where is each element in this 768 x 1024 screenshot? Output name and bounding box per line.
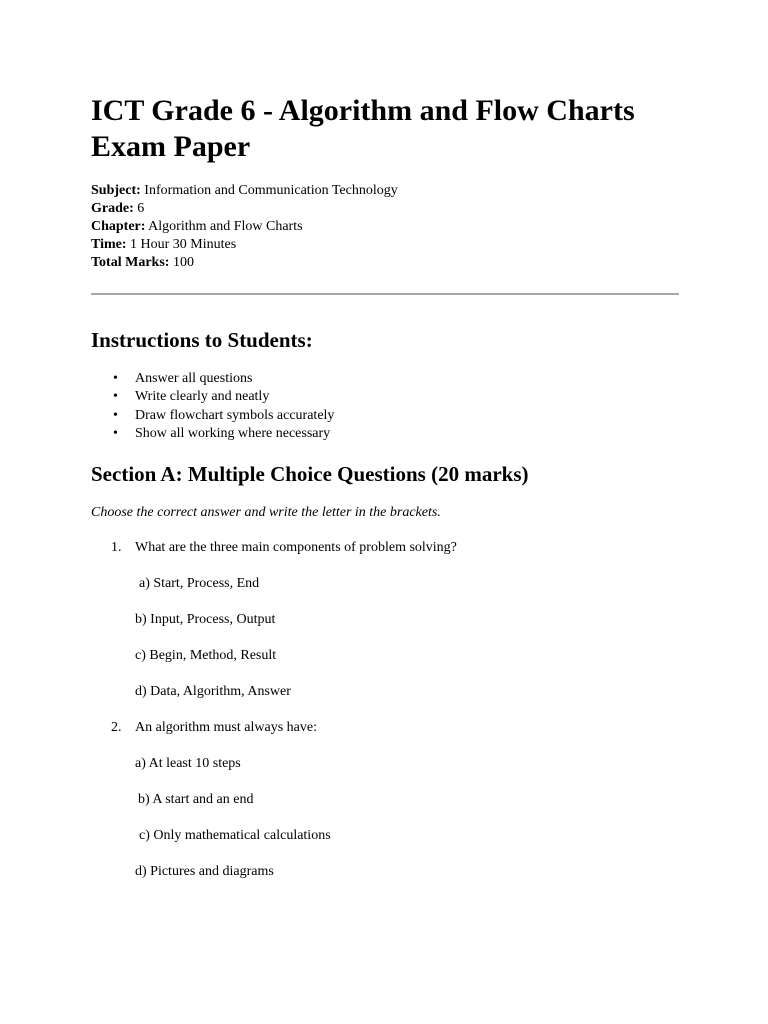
list-item: • Write clearly and neatly <box>91 388 334 406</box>
q2-option-d: d) Pictures and diagrams <box>135 864 274 879</box>
horizontal-divider <box>91 293 679 295</box>
question-number: 2. <box>111 720 122 735</box>
meta-time-label: Time: <box>91 237 127 252</box>
meta-time <box>91 236 398 254</box>
list-item: • Draw flowchart symbols accurately <box>91 407 334 425</box>
meta-grade-value: 6 <box>137 201 145 216</box>
question-number: 1. <box>111 540 122 555</box>
meta-grade <box>91 200 398 218</box>
meta-subject-label: Subject: <box>91 183 141 198</box>
page-title: ICT Grade 6 - Algorithm and Flow Charts Exam Paper <box>91 94 635 163</box>
meta-total-marks-value: 100 <box>172 255 194 270</box>
instructions-list <box>91 370 334 443</box>
question-text: What are the three main components of problem solving? <box>135 540 457 555</box>
q1-option-b: b) Input, Process, Output <box>135 612 276 627</box>
meta-total-marks-label: Total Marks: <box>91 255 170 270</box>
meta-chapter-label: Chapter: <box>91 219 146 234</box>
instructions-heading: Instructions to Students: <box>91 328 313 352</box>
meta-chapter-value: Algorithm and Flow Charts <box>148 219 303 234</box>
q1-option-d: d) Data, Algorithm, Answer <box>135 684 291 699</box>
list-item: • Show all working where necessary <box>91 425 334 443</box>
q1-option-c: c) Begin, Method, Result <box>135 648 277 663</box>
meta-total-marks <box>91 254 398 272</box>
meta-subject-value: Information and Communication Technology <box>144 183 398 198</box>
list-item: • Answer all questions <box>91 370 334 388</box>
section-a-intro: Choose the correct answer and write the letter in the brackets. <box>91 505 441 520</box>
question-text: An algorithm must always have: <box>135 720 317 735</box>
meta-chapter <box>91 218 398 236</box>
meta-time-value: 1 Hour 30 Minutes <box>130 237 237 252</box>
q2-option-a: a) At least 10 steps <box>135 756 241 771</box>
meta-subject <box>91 182 398 200</box>
q2-option-b: b) A start and an end <box>138 792 254 807</box>
section-a-heading: Section A: Multiple Choice Questions (20 marks) <box>91 462 529 486</box>
q2-option-c: c) Only mathematical calculations <box>139 828 331 843</box>
meta-grade-label: Grade: <box>91 201 134 216</box>
exam-meta <box>91 182 398 272</box>
q1-option-a: a) Start, Process, End <box>139 576 260 591</box>
